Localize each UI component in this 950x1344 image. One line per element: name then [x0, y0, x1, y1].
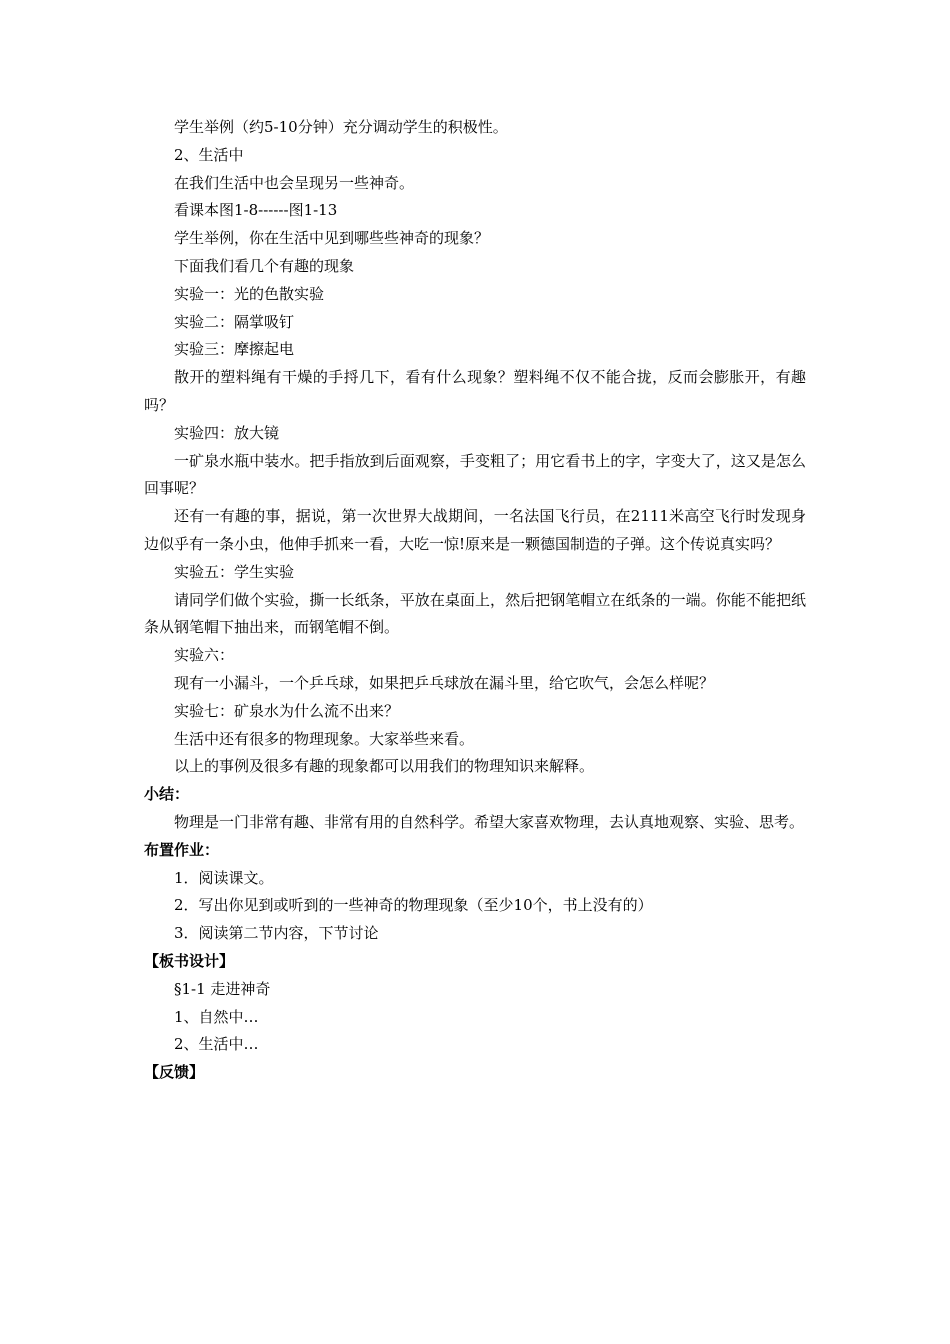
paragraph: 实验一：光的色散实验 [174, 284, 325, 303]
paragraph: 一矿泉水瓶中装水。把手指放到后面观察，手变粗了；用它看书上的字，字变大了，这又是怎么回事呢？ [144, 451, 806, 498]
homework-item: 1．阅读课文。 [174, 868, 274, 887]
homework-heading: 布置作业： [144, 840, 220, 859]
paragraph: 学生举例，你在生活中见到哪些些神奇的现象？ [174, 229, 490, 248]
paragraph: 在我们生活中也会呈现另一些神奇。 [174, 173, 415, 192]
board-design-heading: 【板书设计】 [144, 951, 235, 970]
paragraph: 现有一小漏斗，一个乒乓球，如果把乒乓球放在漏斗里，给它吹气，会怎么样呢？ [174, 673, 715, 692]
paragraph: 实验七：矿泉水为什么流不出来？ [174, 701, 400, 720]
board-item: §1-1 走进神奇 [174, 979, 271, 998]
paragraph: 看课本图1-8------图1-13 [174, 201, 338, 220]
paragraph: 实验三：摩擦起电 [174, 340, 295, 359]
paragraph: 实验二：隔掌吸钉 [174, 312, 295, 331]
document-body [144, 114, 806, 1087]
homework-item: 2．写出你见到或听到的一些神奇的物理现象（至少10个，书上没有的） [174, 896, 653, 915]
summary-heading: 小结： [144, 785, 190, 804]
paragraph: 2、生活中 [174, 145, 244, 164]
paragraph: 请同学们做个实验，撕一长纸条，平放在桌面上，然后把钢笔帽立在纸条的一端。你能不能把纸条从钢笔帽下抽出来，而钢笔帽不倒。 [144, 590, 806, 637]
paragraph: 下面我们看几个有趣的现象 [174, 256, 355, 275]
paragraph: 学生举例（约5-10分钟）充分调动学生的积极性。 [174, 118, 508, 136]
feedback-heading: 【反馈】 [144, 1063, 205, 1082]
homework-item: 3．阅读第二节内容，下节讨论 [174, 924, 379, 943]
paragraph: 实验五：学生实验 [174, 562, 295, 581]
paragraph: 散开的塑料绳有干燥的手捋几下，看有什么现象？塑料绳不仅不能合拢，反而会膨胀开，有趣吗？ [144, 368, 806, 414]
summary-text: 物理是一门非常有趣、非常有用的自然科学。希望大家喜欢物理，去认真地观察、实验、思考。 [174, 812, 805, 831]
board-item: 2、生活中… [174, 1035, 259, 1054]
paragraph: 生活中还有很多的物理现象。大家举些来看。 [174, 729, 475, 748]
paragraph: 以上的事例及很多有趣的现象都可以用我们的物理知识来解释。 [174, 757, 595, 776]
paragraph: 实验四：放大镜 [174, 423, 280, 442]
board-item: 1、自然中… [174, 1007, 259, 1026]
paragraph: 实验六： [174, 646, 235, 665]
paragraph: 还有一有趣的事，据说，第一次世界大战期间，一名法国飞行员，在2111米高空飞行时发现身边似乎有一条小虫，他伸手抓来一看，大吃一惊!原来是一颗德国制造的子弹。这个传说真实吗？ [144, 507, 806, 553]
